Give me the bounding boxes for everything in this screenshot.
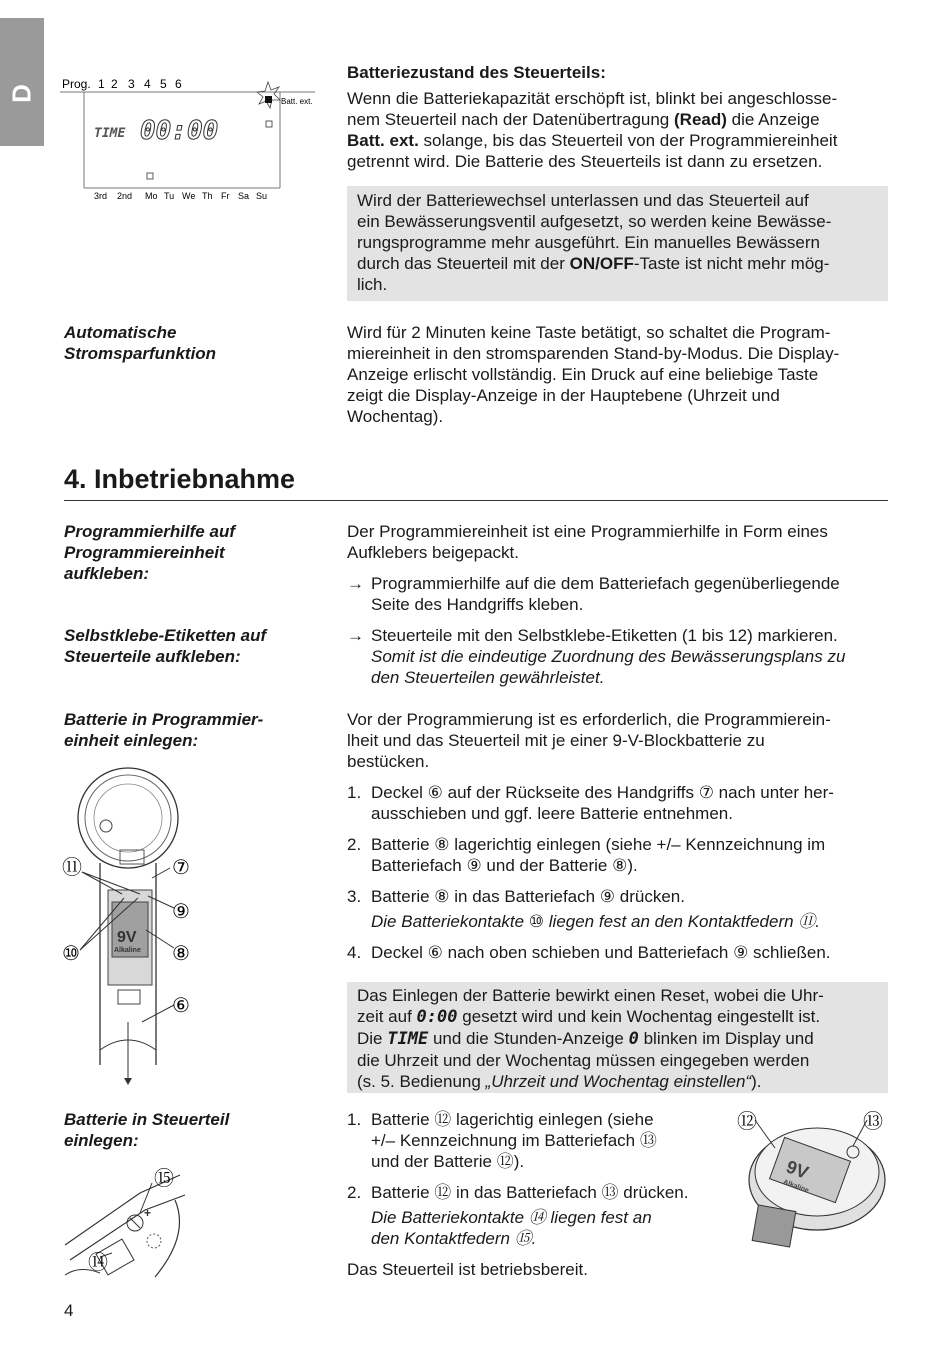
section-title: 4. Inbetriebnahme <box>64 464 296 494</box>
arrow-icon: → <box>347 626 364 645</box>
day-label: We <box>182 191 196 201</box>
callout-9: ⑨ <box>172 901 190 923</box>
power-save-label: Automatische Stromsparfunktion <box>64 323 217 363</box>
lcd-display-illustration <box>60 72 325 207</box>
note-line: ein Bewässerungsventil aufgesetzt, so werden keine Bewässe- <box>357 212 832 231</box>
note-line: Wird der Batteriewechsel unterlassen und das Steuerteil auf <box>357 191 809 210</box>
battery-alkaline-label: Alkaline <box>114 947 141 954</box>
callout-14: ⑭ <box>88 1252 108 1274</box>
power-save-text: Wird für 2 Minuten keine Taste betätigt, so schaltet die Program- miereinheit in den stromsparenden Stand-by-Modus. Die Display- Anzeige erlischt vollständig. Ein Druck auf eine beliebige Taste zeigt die Display-Anzeige in der Hauptebene (Uhrzeit und Wochentag). <box>347 323 840 426</box>
step-item: 3. Batterie ⑧ in das Batteriefach ⑨ drücken. Die Batteriekontakte ⑩ liegen fest an den Kontaktfedern ⑪. <box>347 887 821 931</box>
prog-number: 3 <box>128 77 135 91</box>
battery-prog-text: Vor der Programmierung ist es erforderlich, die Programmierein- lheit und das Steuerteil mit je einer 9-V-Blockbatterie zu bestücken. 1. Deckel ⑥ auf der Rückseite des Handgriffs ⑦ nach unter her- ausschieben und ggf. leere Batterie entnehmen. 2. Batterie ⑧ lagerichtig einlegen (siehe +/– Kennzeichnung im Batteriefach ⑨ und der Batterie ⑧). 3. Batterie ⑧ in das Batteriefach ⑨ drücken. Die Batteriekontakte ⑩ liegen fest an den Kontaktfedern ⑪. 4. Deckel ⑥ nach oben schieben und Batteriefach ⑨ schließen. <box>347 709 892 963</box>
control-unit-figure <box>735 1108 890 1258</box>
callout-6: ⑥ <box>172 995 190 1017</box>
day-label: Mo <box>145 191 158 201</box>
day-label: 2nd <box>117 191 133 201</box>
batt-ext-label: Batt. ext. <box>281 97 313 106</box>
prog-number: 4 <box>144 77 151 91</box>
prog-number: 5 <box>160 77 167 91</box>
arrow-icon: → <box>347 574 364 593</box>
day-label: Su <box>256 191 268 201</box>
step-item: 2. Batterie ⑧ lagerichtig einlegen (siehe +/– Kennzeichnung im Batteriefach ⑨ und der Batterie ⑧). <box>347 835 826 875</box>
arrow-item: → Programmierhilfe auf die dem Batteriefach gegenüberliegende Seite des Handgriffs kleben. <box>347 574 840 614</box>
day-label: 3rd <box>94 191 108 201</box>
lcd-time-value: 00:00 <box>140 116 219 146</box>
step-item: 1. Deckel ⑥ auf der Rückseite des Handgriffs ⑦ nach unter her- ausschieben und ggf. leere Batterie entnehmen. <box>347 783 834 823</box>
note-line: lich. <box>357 275 388 294</box>
battery-state-line: Batt. ext. solange, bis das Steuerteil von der Programmiereinheit <box>347 131 838 150</box>
battery-state-line: Wenn die Batteriekapazität erschöpft ist, blinkt bei angeschlosse- <box>347 89 838 108</box>
battery-state-line: nem Steuerteil nach der Datenübertragung (Read) die Anzeige <box>347 110 820 129</box>
indicator-square-icon <box>266 121 272 127</box>
battery-prog-label: Batterie in Programmier- einheit einlegen: <box>64 710 264 750</box>
callout-7: ⑦ <box>172 857 190 879</box>
lcd-time-word: TIME <box>94 126 126 141</box>
labels-text <box>347 625 892 688</box>
note-line: rungsprogramme mehr ausgeführt. Ein manuelles Bewässern <box>357 233 821 252</box>
prog-number: 6 <box>175 77 182 91</box>
battery-ctrl-text: 1. Batterie ⑫ lagerichtig einlegen (siehe +/– Kennzeichnung im Batteriefach ⑬ und der Batterie ⑫). 2. Batterie ⑫ in das Batteriefach ⑬ drücken. Die Batteriekontakte ⑭ liegen fest an den Kontaktfedern ⑮. Das Steuerteil ist betriebsbereit. <box>347 1109 732 1280</box>
callout-13: ⑬ <box>863 1111 883 1133</box>
arrow-item: → Steuerteile mit den Selbstklebe-Etiketten (1 bis 12) markieren. Somit ist die eindeutige Zuordnung des Bewässerungsplans zu den Steuerteilen gewährleistet. <box>347 626 846 687</box>
prog-number: 1 <box>98 77 105 91</box>
callout-8: ⑧ <box>172 943 190 965</box>
note-line: durch das Steuerteil mit der ON/OFF-Taste ist nicht mehr mög- <box>357 254 830 273</box>
callout-15: ⑮ <box>154 1168 174 1190</box>
prog-label: Prog. <box>62 77 91 91</box>
indicator-square-icon <box>147 173 153 179</box>
day-label: Sa <box>238 191 250 201</box>
plus-sign: + <box>144 1206 152 1220</box>
page-number: 4 <box>64 1301 74 1320</box>
callout-12: ⑫ <box>737 1111 757 1133</box>
language-tab <box>0 18 44 146</box>
callout-11: ⑪ <box>62 857 82 879</box>
labels-label: Selbstklebe-Etiketten auf Steuerteile aufkleben: <box>64 626 267 666</box>
day-label: Fr <box>221 191 230 201</box>
battery-9v-label: 9V <box>117 929 137 946</box>
battery-state-line: getrennt wird. Die Batterie des Steuerteils ist dann zu ersetzen. <box>347 152 823 171</box>
callout-10: ⑩ <box>62 943 80 965</box>
blink-star-icon <box>257 82 280 108</box>
battery-alkaline-label: Alkaline <box>782 1178 810 1195</box>
step-item: 2. Batterie ⑫ in das Batteriefach ⑬ drücken. Die Batteriekontakte ⑭ liegen fest an den Kontaktfedern ⑮. <box>347 1183 689 1248</box>
battery-state-section <box>347 62 892 172</box>
battery-ctrl-label: Batterie in Steuerteil einlegen: <box>64 1110 230 1150</box>
reset-note: Das Einlegen der Batterie bewirkt einen Reset, wobei die Uhr- zeit auf 0:00 gesetzt wird und kein Wochentag eingestellt ist. Die TIME und die Stunden-Anzeige 0 blinken im Display und die Uhrzeit und der Wochentag müssen eingegeben werden (s. 5. Bedienung „Uhrzeit und Wochentag einstellen“). <box>347 982 888 1093</box>
section-divider <box>64 500 888 501</box>
batt-indicator-icon <box>265 96 272 103</box>
programming-unit-figure <box>60 760 210 1090</box>
language-tab-letter: D <box>6 84 37 103</box>
day-label: Th <box>202 191 213 201</box>
prog-number: 2 <box>111 77 118 91</box>
control-unit-detail-figure <box>60 1165 195 1280</box>
prog-aid-text: Der Programmiereinheit ist eine Programmierhilfe in Form eines Aufklebers beigepackt. → Programmierhilfe auf die dem Batteriefach gegenüberliegende Seite des Handgriffs kleben. <box>347 521 892 615</box>
step-item: 4. Deckel ⑥ nach oben schieben und Batteriefach ⑨ schließen. <box>347 943 831 962</box>
prog-aid-label: Programmierhilfe auf Programmiereinheit aufkleben: <box>64 522 235 583</box>
day-label: Tu <box>164 191 175 201</box>
step-item: 1. Batterie ⑫ lagerichtig einlegen (siehe +/– Kennzeichnung im Batteriefach ⑬ und der Batterie ⑫). <box>347 1110 657 1171</box>
battery-state-heading: Batteriezustand des Steuerteils: <box>347 63 606 82</box>
battery-warning-note <box>347 186 888 301</box>
battery-9v-label: 9V <box>783 1156 812 1183</box>
